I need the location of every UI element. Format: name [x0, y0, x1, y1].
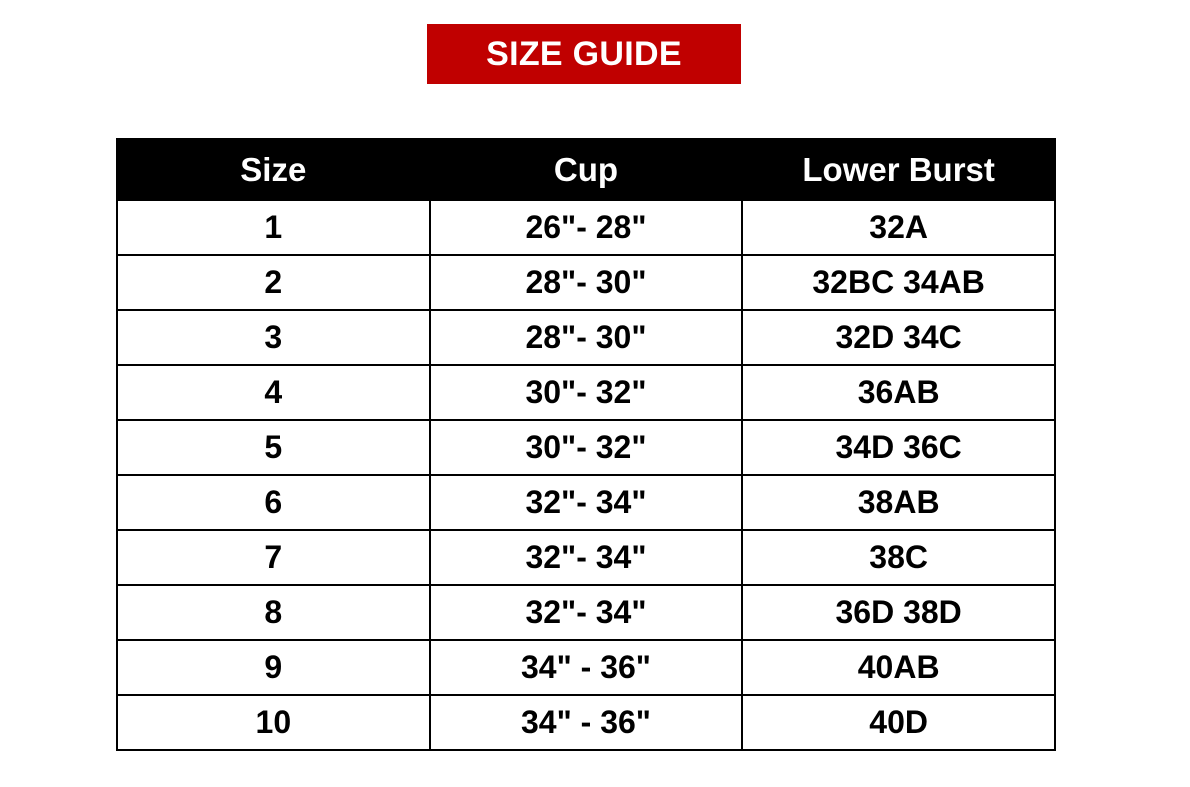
lower-burst-cell: 38AB	[742, 475, 1055, 530]
cup-cell: 26"- 28"	[430, 200, 743, 255]
lower-burst-cell: 32BC 34AB	[742, 255, 1055, 310]
lower-burst-cell: 38C	[742, 530, 1055, 585]
cup-cell: 30"- 32"	[430, 365, 743, 420]
lower-burst-cell: 32A	[742, 200, 1055, 255]
lower-burst-cell: 36D 38D	[742, 585, 1055, 640]
header-size: Size	[117, 139, 430, 200]
cup-cell: 32"- 34"	[430, 475, 743, 530]
table-row	[117, 640, 1055, 695]
size-cell: 2	[117, 255, 430, 310]
size-cell: 4	[117, 365, 430, 420]
cup-cell: 28"- 30"	[430, 255, 743, 310]
cup-cell: 30"- 32"	[430, 420, 743, 475]
table-row	[117, 695, 1055, 750]
cup-cell: 32"- 34"	[430, 530, 743, 585]
size-guide-table	[116, 138, 1056, 751]
table-row	[117, 475, 1055, 530]
table-row	[117, 365, 1055, 420]
size-cell: 1	[117, 200, 430, 255]
size-cell: 7	[117, 530, 430, 585]
cup-cell: 34" - 36"	[430, 640, 743, 695]
cup-cell: 28"- 30"	[430, 310, 743, 365]
table-row	[117, 530, 1055, 585]
size-cell: 10	[117, 695, 430, 750]
size-guide-title: SIZE GUIDE	[427, 24, 741, 84]
table-header-row	[117, 139, 1055, 200]
lower-burst-cell: 40D	[742, 695, 1055, 750]
lower-burst-cell: 34D 36C	[742, 420, 1055, 475]
size-cell: 8	[117, 585, 430, 640]
lower-burst-cell: 32D 34C	[742, 310, 1055, 365]
lower-burst-cell: 40AB	[742, 640, 1055, 695]
lower-burst-cell: 36AB	[742, 365, 1055, 420]
header-lower-burst: Lower Burst	[742, 139, 1055, 200]
table-row	[117, 200, 1055, 255]
cup-cell: 34" - 36"	[430, 695, 743, 750]
size-cell: 3	[117, 310, 430, 365]
table-row	[117, 255, 1055, 310]
size-cell: 5	[117, 420, 430, 475]
size-cell: 9	[117, 640, 430, 695]
size-cell: 6	[117, 475, 430, 530]
table-row	[117, 585, 1055, 640]
header-cup: Cup	[430, 139, 743, 200]
cup-cell: 32"- 34"	[430, 585, 743, 640]
table-row	[117, 420, 1055, 475]
table-row	[117, 310, 1055, 365]
